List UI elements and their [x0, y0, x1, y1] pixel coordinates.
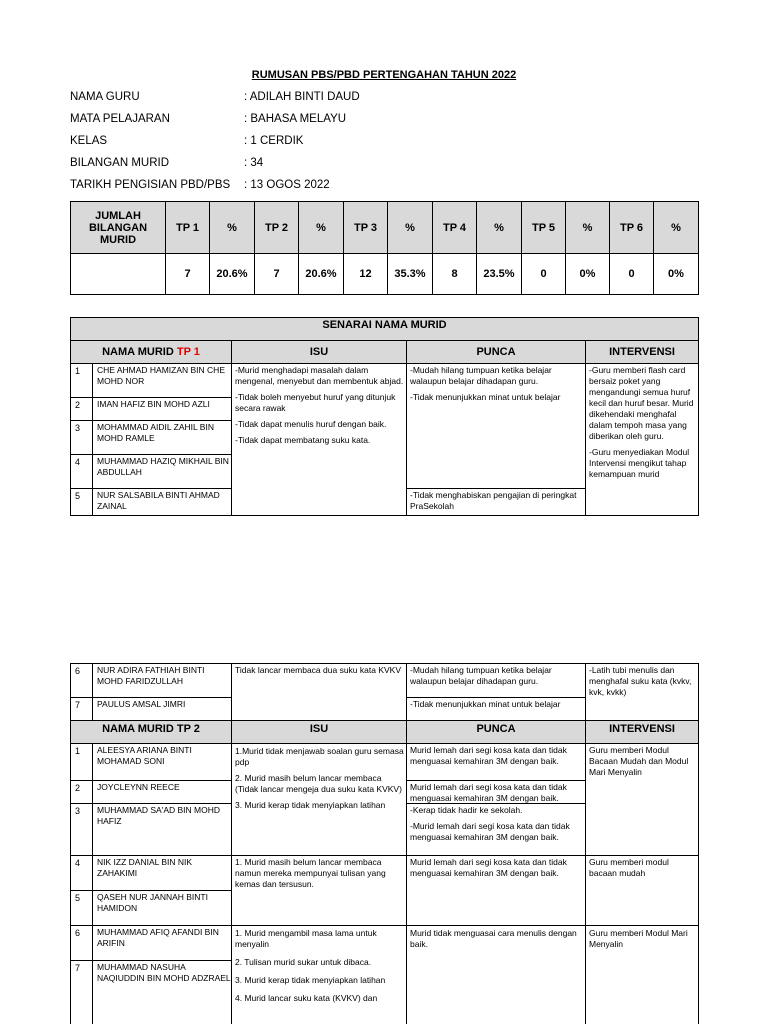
- table1-punca-1: -Mudah hilang tumpuan ketika belajar walaupun belajar dihadapan guru.: [410, 365, 552, 386]
- table1-punca-cell-a: [406, 363, 586, 489]
- report-title: RUMUSAN PBS/PBD PERTENGAHAN TAHUN 2022: [251, 69, 517, 81]
- table1-header-intervensi: INTERVENSI: [585, 340, 699, 364]
- table1-punca-2: -Tidak menunjukkan minat untuk belajar: [410, 392, 561, 402]
- table1-row1-no: 1: [70, 363, 93, 398]
- table2-group1-isu-2: 2. Murid masih belum lancar membaca (Tidak lancar mengeja dua suku kata KVKV): [235, 773, 402, 794]
- table2-cont-row6-name: NUR ADIRA FATHIAH BINTI MOHD FARIDZULLAH: [92, 663, 232, 698]
- summary-value-tp4: 8: [432, 253, 477, 295]
- table2-group3-isu-3: 3. Murid kerap tidak menyiapkan latihan: [235, 975, 386, 985]
- field-value-kelas: : 1 CERDIK: [244, 135, 304, 147]
- table1-isu-4: -Tidak dapat membatang suku kata.: [235, 435, 371, 445]
- table2-cont-row7-no: 7: [70, 697, 93, 721]
- table2-group2-isu: 1. Murid masih belum lancar membaca namun mereka mempunyai tulisan yang kemas dan tersusun.: [231, 855, 407, 926]
- table1-row3-no: 3: [70, 420, 93, 455]
- table1-row5-no: 5: [70, 488, 93, 516]
- table1-header-name-tp: TP 1: [176, 346, 200, 358]
- field-label-mata-pelajaran: MATA PELAJARAN: [70, 113, 170, 125]
- table2-cont-intervensi: -Latih tubi menulis dan menghafal suku kata (kvkv, kvk, kvkk): [585, 663, 699, 721]
- summary-value-pct1: 20.6%: [209, 253, 255, 295]
- summary-value-pct2: 20.6%: [298, 253, 344, 295]
- table1-row4-name: MUHAMMAD HAZIQ MIKHAIL BIN ABDULLAH: [92, 454, 232, 489]
- table2-row6-name: MUHAMMAD AFIQ AFANDI BIN ARIFIN: [92, 925, 232, 961]
- summary-header-tp3: TP 3: [343, 201, 388, 254]
- summary-header-pct1: %: [209, 201, 255, 254]
- field-label-nama-guru: NAMA GURU: [70, 91, 140, 103]
- table2-group1-punca-3: [406, 803, 586, 856]
- summary-value-pct3: 35.3%: [387, 253, 433, 295]
- summary-value-jumlah: [70, 253, 166, 295]
- table2-row5-no: 5: [70, 890, 93, 926]
- summary-header-tp6: TP 6: [609, 201, 654, 254]
- summary-value-pct4: 23.5%: [476, 253, 522, 295]
- table2-row7-name: MUHAMMAD NASUHA NAQIUDDIN BIN MOHD ADZRAEL: [92, 960, 232, 1024]
- summary-header-pct2: %: [298, 201, 344, 254]
- table2-group1-intervensi: Guru memberi Modul Bacaan Mudah dan Modul Mari Menyalin: [585, 743, 699, 856]
- table2-row5-name: QASEH NUR JANNAH BINTI HAMIDON: [92, 890, 232, 926]
- table2-row6-no: 6: [70, 925, 93, 961]
- table2-row2-name: JOYCLEYNN REECE: [92, 780, 232, 804]
- table1-header-punca: PUNCA: [406, 340, 586, 364]
- field-value-nama-guru: : ADILAH BINTI DAUD: [244, 91, 360, 103]
- summary-header-pct3: %: [387, 201, 433, 254]
- table1-row4-no: 4: [70, 454, 93, 489]
- summary-value-tp5: 0: [521, 253, 566, 295]
- field-value-bilangan-murid: : 34: [244, 157, 264, 169]
- summary-header-tp5: TP 5: [521, 201, 566, 254]
- table2-group1-isu: [231, 743, 407, 856]
- table2-group3-punca: Murid tidak menguasai cara menulis dengan baik.: [406, 925, 586, 1024]
- field-value-tarikh: : 13 OGOS 2022: [244, 179, 330, 191]
- table2-row4-name: NIK IZZ DANIAL BIN NIK ZAHAKIMI: [92, 855, 232, 891]
- table1-intervensi-1: -Guru memberi flash card bersaiz poket yang mengandungi semua huruf kecil dan huruf besar. Murid dikehendaki menghafal dalam tempoh masa yang diberikan oleh guru.: [589, 365, 694, 441]
- table2-row4-no: 4: [70, 855, 93, 891]
- table1-header-name-prefix: NAMA MURID: [102, 346, 174, 358]
- summary-value-pct5: 0%: [565, 253, 610, 295]
- table2-group3-isu-2: 2. Tulisan murid sukar untuk dibaca.: [235, 957, 372, 967]
- table2-row1-no: 1: [70, 743, 93, 781]
- table1-row5-name: NUR SALSABILA BINTI AHMAD ZAINAL: [92, 488, 232, 516]
- summary-header-tp2: TP 2: [254, 201, 299, 254]
- table2-cont-row6-no: 6: [70, 663, 93, 698]
- table2-group1-isu-3: 3. Murid kerap tidak menyiapkan latihan: [235, 800, 386, 810]
- summary-header-pct6: %: [653, 201, 699, 254]
- summary-value-tp6: 0: [609, 253, 654, 295]
- table2-cont-punca-a: -Mudah hilang tumpuan ketika belajar walaupun belajar dihadapan guru.: [406, 663, 586, 698]
- table2-group1-punca-3a: -Kerap tidak hadir ke sekolah.: [410, 805, 523, 815]
- table2-header-name: NAMA MURID TP 2: [70, 720, 232, 744]
- table2-row3-no: 3: [70, 803, 93, 856]
- summary-value-tp1: 7: [165, 253, 210, 295]
- summary-header-pct4: %: [476, 201, 522, 254]
- table2-group1-punca-2: Murid lemah dari segi kosa kata dan tidak menguasai kemahiran 3M dengan baik.: [406, 780, 586, 804]
- table2-group3-intervensi: Guru memberi Modul Mari Menyalin: [585, 925, 699, 1024]
- field-label-tarikh: TARIKH PENGISIAN PBD/PBS: [70, 179, 231, 191]
- table2-row2-no: 2: [70, 780, 93, 804]
- table2-group1-isu-1: 1.Murid tidak menjawab soalan guru semasa pdp: [235, 746, 404, 767]
- table2-group3-isu-1: 1. Murid mengambil masa lama untuk menyalin: [235, 928, 377, 949]
- table1-header-isu: ISU: [231, 340, 407, 364]
- field-label-kelas: KELAS: [70, 135, 108, 147]
- table2-group2-intervensi: Guru memberi modul bacaan mudah: [585, 855, 699, 926]
- field-value-mata-pelajaran: : BAHASA MELAYU: [244, 113, 347, 125]
- table2-group1-punca-1: Murid lemah dari segi kosa kata dan tidak menguasai kemahiran 3M dengan baik.: [406, 743, 586, 781]
- summary-value-pct6: 0%: [653, 253, 699, 295]
- summary-header-jumlah: JUMLAH BILANGAN MURID: [70, 201, 166, 254]
- table1-row3-name: MOHAMMAD AIDIL ZAHIL BIN MOHD RAMLE: [92, 420, 232, 455]
- table1-intervensi-2: -Guru menyediakan Modul Intervensi mengikut tahap kemampuan murid: [589, 447, 690, 479]
- summary-value-tp2: 7: [254, 253, 299, 295]
- table1-punca-cell-b: -Tidak menghabiskan pengajian di peringkat PraSekolah: [406, 488, 586, 516]
- table2-header-intervensi: INTERVENSI: [585, 720, 699, 744]
- table2-header-isu: ISU: [231, 720, 407, 744]
- table1-intervensi-cell: [585, 363, 699, 516]
- summary-header-tp1: TP 1: [165, 201, 210, 254]
- summary-header-pct5: %: [565, 201, 610, 254]
- table1-isu-1: -Murid menghadapi masalah dalam mengenal, menyebut dan membentuk abjad.: [235, 365, 404, 386]
- table2-cont-punca-b: -Tidak menunjukkan minat untuk belajar: [406, 697, 586, 721]
- table1-row1-name: CHE AHMAD HAMIZAN BIN CHE MOHD NOR: [92, 363, 232, 398]
- table1-row2-no: 2: [70, 397, 93, 421]
- table1-header-name: [70, 340, 232, 364]
- table2-group3-isu: [231, 925, 407, 1024]
- table1-row2-name: IMAN HAFIZ BIN MOHD AZLI: [92, 397, 232, 421]
- summary-value-tp3: 12: [343, 253, 388, 295]
- table2-group3-isu-4: 4. Murid lancar suku kata (KVKV) dan: [235, 993, 378, 1003]
- table2-row3-name: MUHAMMAD SA'AD BIN MOHD HAFIZ: [92, 803, 232, 856]
- table2-cont-isu: Tidak lancar membaca dua suku kata KVKV: [231, 663, 407, 721]
- table1-title: SENARAI NAMA MURID: [70, 317, 699, 341]
- table2-group1-punca-3b: -Murid lemah dari segi kosa kata dan tidak menguasai kemahiran 3M dengan baik.: [410, 821, 570, 842]
- table2-cont-row7-name: PAULUS AMSAL JIMRI: [92, 697, 232, 721]
- table1-isu-3: -Tidak dapat menulis huruf dengan baik.: [235, 419, 387, 429]
- table2-row7-no: 7: [70, 960, 93, 1024]
- field-label-bilangan-murid: BILANGAN MURID: [70, 157, 170, 169]
- summary-header-tp4: TP 4: [432, 201, 477, 254]
- table1-isu-2: -Tidak boleh menyebut huruf yang ditunjuk secara rawak: [235, 392, 396, 413]
- table2-group2-punca: Murid lemah dari segi kosa kata dan tidak menguasai kemahiran 3M dengan baik.: [406, 855, 586, 926]
- table2-row1-name: ALEESYA ARIANA BINTI MOHAMAD SONI: [92, 743, 232, 781]
- table1-isu-cell: [231, 363, 407, 516]
- table2-header-punca: PUNCA: [406, 720, 586, 744]
